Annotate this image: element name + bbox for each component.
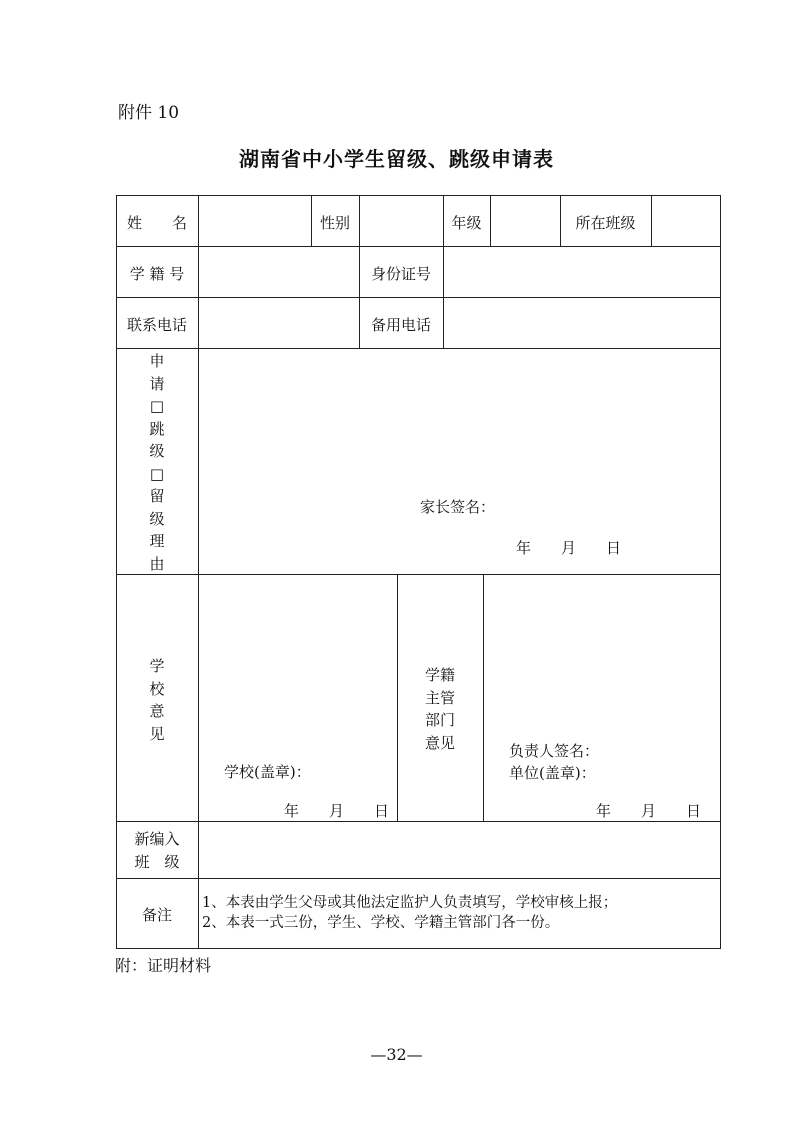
remarks-line: 2、本表一式三份，学生、学校、学籍主管部门各一份。 bbox=[202, 915, 560, 931]
remarks-line: 1、本表由学生父母或其他法定监护人负责填写，学校审核上报； bbox=[202, 895, 618, 911]
id-card-label: 身份证号 bbox=[370, 265, 431, 283]
dept-opinion-text: 部门 bbox=[424, 711, 455, 729]
repeat-grade-checkbox[interactable]: □ bbox=[149, 464, 165, 483]
dept-opinion-text: 意见 bbox=[424, 733, 455, 752]
backup-phone-label: 备用电话 bbox=[370, 316, 431, 334]
form-title: 湖南省中小学生留级、跳级申请表 bbox=[239, 147, 554, 171]
reason-char: 理 bbox=[149, 532, 165, 550]
skip-grade-checkbox[interactable]: □ bbox=[149, 397, 165, 415]
dept-opinion-field[interactable] bbox=[485, 576, 719, 736]
parent-signature-label: 家长签名： bbox=[420, 498, 496, 516]
school-opinion-char: 见 bbox=[149, 724, 165, 743]
phone-label: 联系电话 bbox=[126, 316, 187, 334]
dept-opinion-text: 学籍 bbox=[424, 666, 455, 684]
grade-label: 年级 bbox=[451, 214, 482, 232]
remarks-label: 备注 bbox=[141, 906, 172, 924]
new-class-label bbox=[116, 828, 198, 873]
school-opinion-char: 校 bbox=[149, 679, 165, 698]
reason-char: 由 bbox=[149, 554, 165, 573]
annex-label: 附件 10 bbox=[118, 103, 180, 123]
reason-char: 级 bbox=[149, 509, 165, 528]
unit-seal-label: 单位(盖章)： bbox=[509, 764, 596, 782]
gender-label: 性别 bbox=[319, 214, 350, 232]
school-opinion-char: 意 bbox=[149, 702, 165, 720]
backup-phone-field[interactable] bbox=[445, 299, 719, 347]
school-opinion-char: 学 bbox=[149, 657, 165, 675]
school-opinion-label bbox=[116, 655, 198, 745]
student-id-label: 学 籍 号 bbox=[129, 265, 185, 283]
reason-char: 留 bbox=[149, 487, 165, 505]
dept-date: 年 月 日 bbox=[596, 802, 702, 820]
student-id-field[interactable] bbox=[200, 248, 358, 296]
id-card-field[interactable] bbox=[445, 248, 719, 296]
name-label: 姓 名 bbox=[126, 214, 187, 232]
new-class-field[interactable] bbox=[200, 823, 719, 877]
class-field[interactable] bbox=[653, 197, 719, 245]
reason-field[interactable] bbox=[200, 350, 719, 490]
reason-char: 请 bbox=[149, 374, 165, 393]
school-seal-label: 学校(盖章)： bbox=[224, 763, 311, 781]
phone-field[interactable] bbox=[200, 299, 358, 347]
remarks-text bbox=[202, 893, 717, 933]
new-class-text: 班 级 bbox=[134, 852, 180, 871]
reason-date: 年 月 日 bbox=[516, 539, 622, 557]
dept-opinion-label bbox=[397, 664, 483, 754]
reason-label bbox=[116, 350, 198, 575]
reason-char: 级 bbox=[149, 442, 165, 460]
grade-field[interactable] bbox=[492, 197, 559, 245]
reason-char: 跳 bbox=[149, 419, 165, 438]
page-number: —32— bbox=[370, 1045, 423, 1064]
gender-field[interactable] bbox=[361, 197, 442, 245]
school-date: 年 月 日 bbox=[284, 802, 390, 820]
responsible-signature-label: 负责人签名： bbox=[509, 742, 600, 760]
reason-char: 申 bbox=[149, 352, 165, 370]
new-class-text: 新编入 bbox=[134, 830, 180, 848]
class-label: 所在班级 bbox=[575, 214, 636, 232]
name-field[interactable] bbox=[200, 197, 310, 245]
attachment-note: 附：证明材料 bbox=[115, 956, 212, 975]
school-opinion-field[interactable] bbox=[200, 576, 396, 751]
dept-opinion-text: 主管 bbox=[424, 688, 455, 707]
